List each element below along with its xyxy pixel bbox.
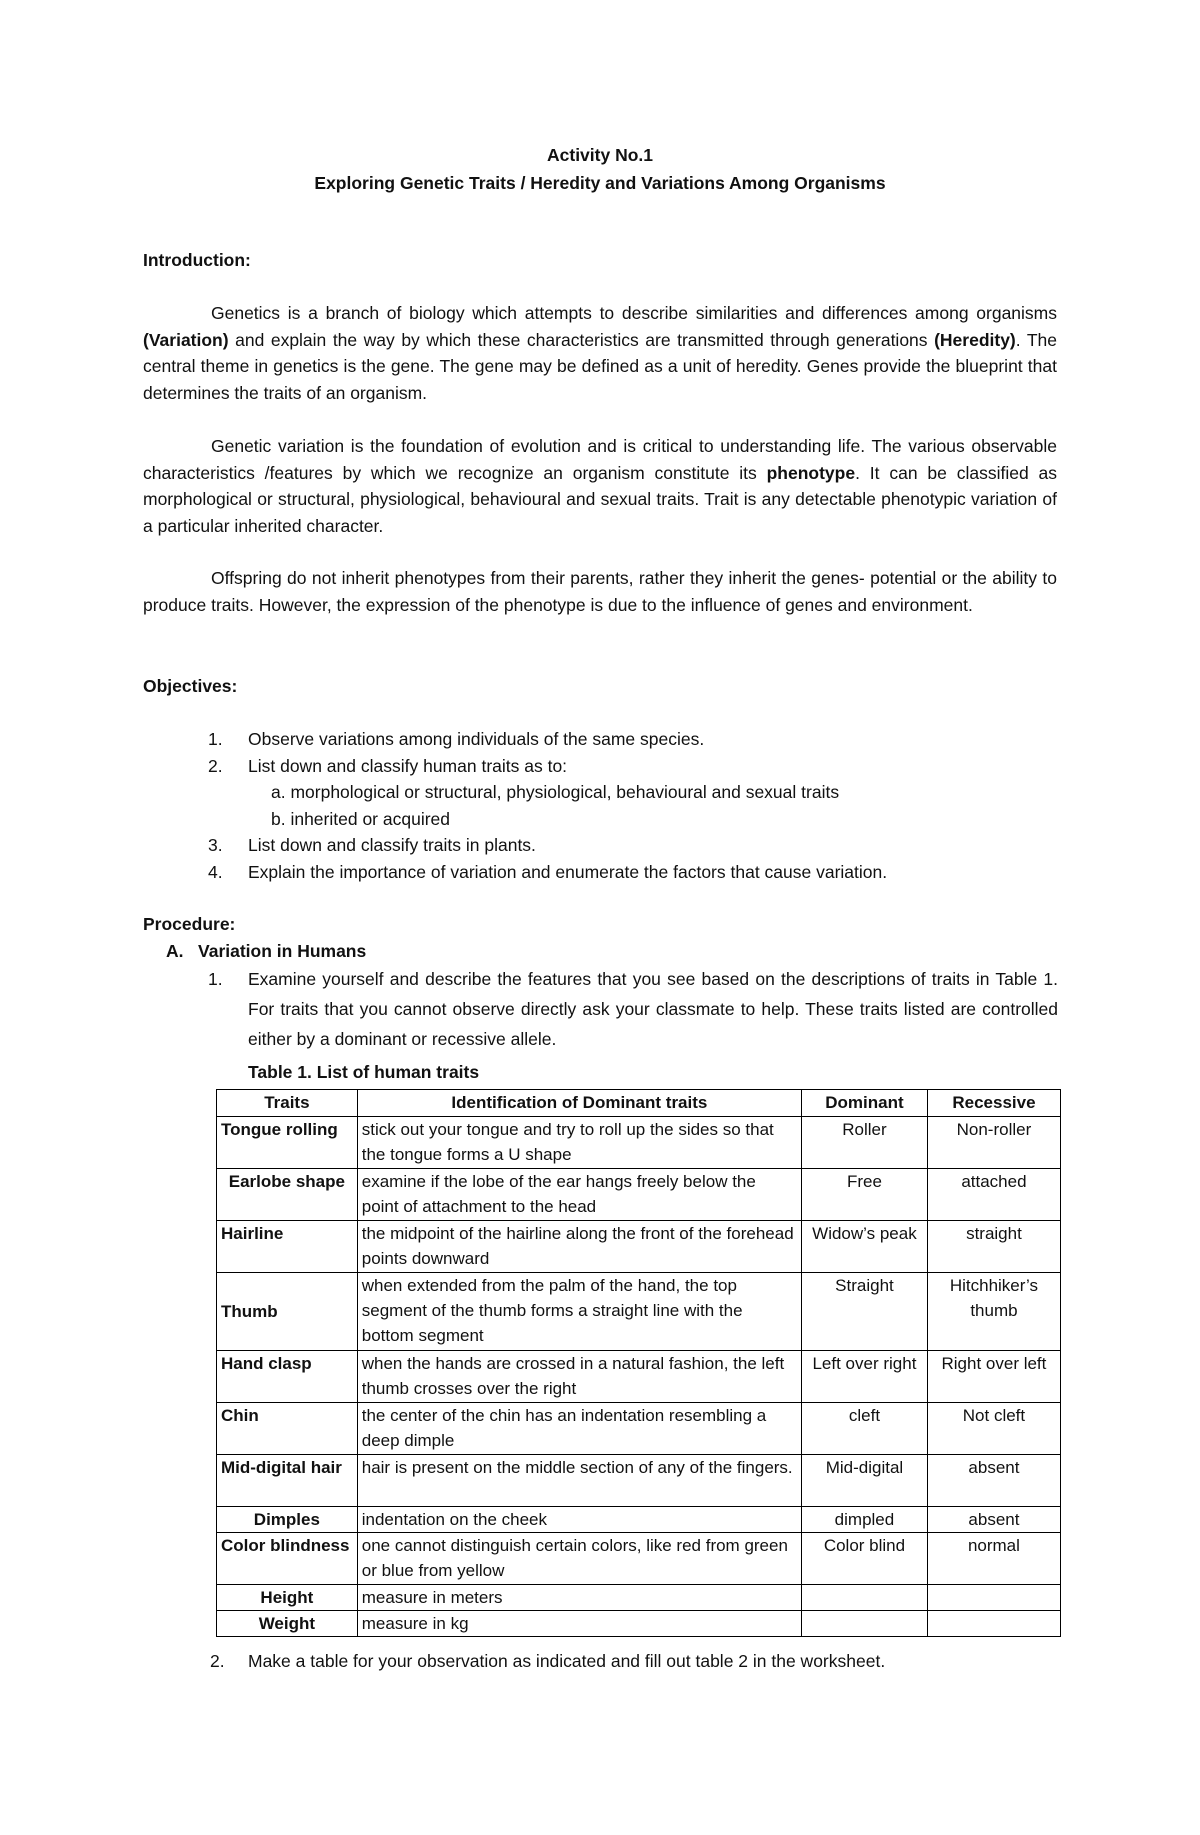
dominant-cell: Left over right <box>802 1351 928 1403</box>
trait-cell: Dimples <box>217 1507 358 1533</box>
table-row <box>217 1169 1061 1221</box>
objective-subitem: a. morphological or structural, physiological, behavioural and sexual traits <box>271 782 840 802</box>
dominant-cell: cleft <box>802 1403 928 1455</box>
objective-subitem: b. inherited or acquired <box>271 808 450 829</box>
table-row <box>217 1117 1061 1169</box>
table-row <box>217 1507 1061 1533</box>
objective-item: 3. List down and classify traits in plants. <box>208 835 536 855</box>
objectives-heading: Objectives: <box>143 676 238 696</box>
table-row <box>217 1533 1061 1585</box>
description-cell: hair is present on the middle section of any of the fingers. <box>357 1455 801 1507</box>
intro-paragraph-3: Offspring do not inherit phenotypes from their parents, rather they inherit the genes- potential or the ability to produce traits. However, the expression of the phenotype is due to the influence of genes and environment. <box>143 568 1057 615</box>
recessive-cell <box>927 1611 1060 1637</box>
column-header: Traits <box>217 1090 358 1117</box>
recessive-cell <box>927 1585 1060 1611</box>
activity-number: Activity No.1 <box>547 145 653 165</box>
trait-cell: Hairline <box>217 1221 358 1273</box>
dominant-cell: Widow’s peak <box>802 1221 928 1273</box>
table-caption: Table 1. List of human traits <box>248 1062 480 1082</box>
recessive-cell: normal <box>927 1533 1060 1585</box>
dominant-cell: Free <box>802 1169 928 1221</box>
description-cell: when extended from the palm of the hand, the top segment of the thumb forms a straight line with the bottom segment <box>357 1273 801 1351</box>
table-row <box>217 1403 1061 1455</box>
column-header: Identification of Dominant traits <box>357 1090 801 1117</box>
objective-item: 4. Explain the importance of variation and enumerate the factors that cause variation. <box>208 861 888 882</box>
dominant-cell: Mid-digital <box>802 1455 928 1507</box>
table-row <box>217 1585 1061 1611</box>
table-row <box>217 1611 1061 1637</box>
description-cell: when the hands are crossed in a natural fashion, the left thumb crosses over the right <box>357 1351 801 1403</box>
document-page: Activity No.1 Exploring Genetic Traits / Heredity and Variations Among Organisms Introduction: Genetics is a branch of biology which attempts to describe similarities and differences among organisms (Variation) and explain the way by which these characteristics are transmitted through generations (Heredity). The central theme in genetics is the gene. The gene may be defined as a unit of heredity. Genes provide the blueprint that determines the traits of an organism. Genetic variation is the foundation of evolution and is critical to understanding life. The various observable characteristics /features by which we recognize an organism constitute its phenotype. It can be classified as morphological or structural, physiological, behavioural and sexual traits. Trait is any detectable phenotypic variation of a particular inherited character. Offspring do not inherit phenotypes from their parents, rather they inherit the genes- potential or the ability to produce traits. However, the expression of the phenotype is due to the influence of genes and environment. Objectives: 1. Observe variations among individuals of the same species. 2. List down and classify human traits as to: a. morphological or structural, physiological, behavioural and sexual traits b. inherited or acquired 3. List down and classify traits in plants. 4. Explain the importance of variation and enumerate the factors that cause variation. Procedure: A. Variation in Humans 1. Examine yourself and describe the features that you see based on the descriptions of traits in Table 1. For traits that you cannot observe directly ask your classmate to help. These traits listed are controlled either by a dominant or recessive allele. Table 1. List of human traits Traits Identification of Dominant traits Dominant Recessive Tongue rolling stick out your tongue and try to roll up the sides so that the tongue forms a U shape Roller Non-roller Earlobe shape examine if the lobe of the ear hangs freely below the point of attachment to the head Free attached Hairline the midpoint of the hairline along the front of the forehead points downward Widow’s peak straight Thumb when extended from the palm of the hand, the top segment of the thumb forms a straight line with the bottom segment Straight Hitchhiker’s thumb Hand clasp when the hands are crossed in a natural fashion, the left thumb crosses over the right Left over right Right over left Chin the center of the chin has an indentation resembling a deep dimple cleft Not cleft Mid-digital hair hair is present on the middle section of any of the fingers. Mid-digital absent Dimples indentation on the cheek dimpled absent Color blindness one cannot distinguish certain colors, like red from green or blue from yellow Color blind normal Height measure in meters Weight measure in kg 2. Make a table for your observation as indicated and fill out table 2 in the worksheet. <box>0 0 1200 1835</box>
column-header: Dominant <box>802 1090 928 1117</box>
table-row <box>217 1273 1061 1351</box>
description-cell: indentation on the cheek <box>357 1507 801 1533</box>
dominant-cell: Roller <box>802 1117 928 1169</box>
objective-item: 1. Observe variations among individuals of the same species. <box>208 729 705 749</box>
dominant-cell: dimpled <box>802 1507 928 1533</box>
trait-cell: Mid-digital hair <box>217 1455 358 1507</box>
recessive-cell: straight <box>927 1221 1060 1273</box>
description-cell: stick out your tongue and try to roll up the sides so that the tongue forms a U shape <box>357 1117 801 1169</box>
procedure-step-2: 2. Make a table for your observation as indicated and fill out table 2 in the worksheet. <box>210 1651 886 1671</box>
trait-cell: Chin <box>217 1403 358 1455</box>
table-row <box>217 1455 1061 1507</box>
recessive-cell: absent <box>927 1507 1060 1533</box>
introduction-heading: Introduction: <box>143 250 251 270</box>
column-header: Recessive <box>927 1090 1060 1117</box>
description-cell: the center of the chin has an indentation resembling a deep dimple <box>357 1403 801 1455</box>
objective-item: 2. List down and classify human traits as to: <box>208 755 568 776</box>
trait-cell: Tongue rolling <box>217 1117 358 1169</box>
dominant-cell: Color blind <box>802 1533 928 1585</box>
table-row <box>217 1221 1061 1273</box>
table-row <box>217 1351 1061 1403</box>
intro-paragraph-1: Genetics is a branch of biology which attempts to describe similarities and differences among organisms (Variation) and explain the way by which these characteristics are transmitted through generations (Heredity). The central theme in genetics is the gene. The gene may be defined as a unit of heredity. Genes provide the blueprint that determines the traits of an organism. <box>143 303 1057 403</box>
procedure-section-a: A. Variation in Humans <box>166 941 367 961</box>
page-title: Exploring Genetic Traits / Heredity and Variations Among Organisms <box>314 173 886 193</box>
procedure-heading: Procedure: <box>143 914 236 934</box>
human-traits-table <box>216 1089 1061 1637</box>
dominant-cell <box>802 1611 928 1637</box>
description-cell: the midpoint of the hairline along the front of the forehead points downward <box>357 1221 801 1273</box>
dominant-cell: Straight <box>802 1273 928 1351</box>
recessive-cell: attached <box>927 1169 1060 1221</box>
trait-cell: Hand clasp <box>217 1351 358 1403</box>
recessive-cell: Right over left <box>927 1351 1060 1403</box>
objectives-list <box>208 726 887 885</box>
trait-cell: Height <box>217 1585 358 1611</box>
recessive-cell: Not cleft <box>927 1403 1060 1455</box>
table-header-row <box>217 1090 1061 1117</box>
intro-paragraph-2: Genetic variation is the foundation of evolution and is critical to understanding life. The various observable characteristics /features by which we recognize an organism constitute its phenotype. It can be classified as morphological or structural, physiological, behavioural and sexual traits. Trait is any detectable phenotypic variation of a particular inherited character. <box>143 436 1057 536</box>
recessive-cell: Hitchhiker’s thumb <box>927 1273 1060 1351</box>
trait-cell: Earlobe shape <box>217 1169 358 1221</box>
description-cell: measure in meters <box>357 1585 801 1611</box>
dominant-cell <box>802 1585 928 1611</box>
recessive-cell: Non-roller <box>927 1117 1060 1169</box>
trait-cell: Thumb <box>217 1273 358 1351</box>
description-cell: examine if the lobe of the ear hangs freely below the point of attachment to the head <box>357 1169 801 1221</box>
recessive-cell: absent <box>927 1455 1060 1507</box>
description-cell: measure in kg <box>357 1611 801 1637</box>
description-cell: one cannot distinguish certain colors, like red from green or blue from yellow <box>357 1533 801 1585</box>
trait-cell: Color blindness <box>217 1533 358 1585</box>
trait-cell: Weight <box>217 1611 358 1637</box>
